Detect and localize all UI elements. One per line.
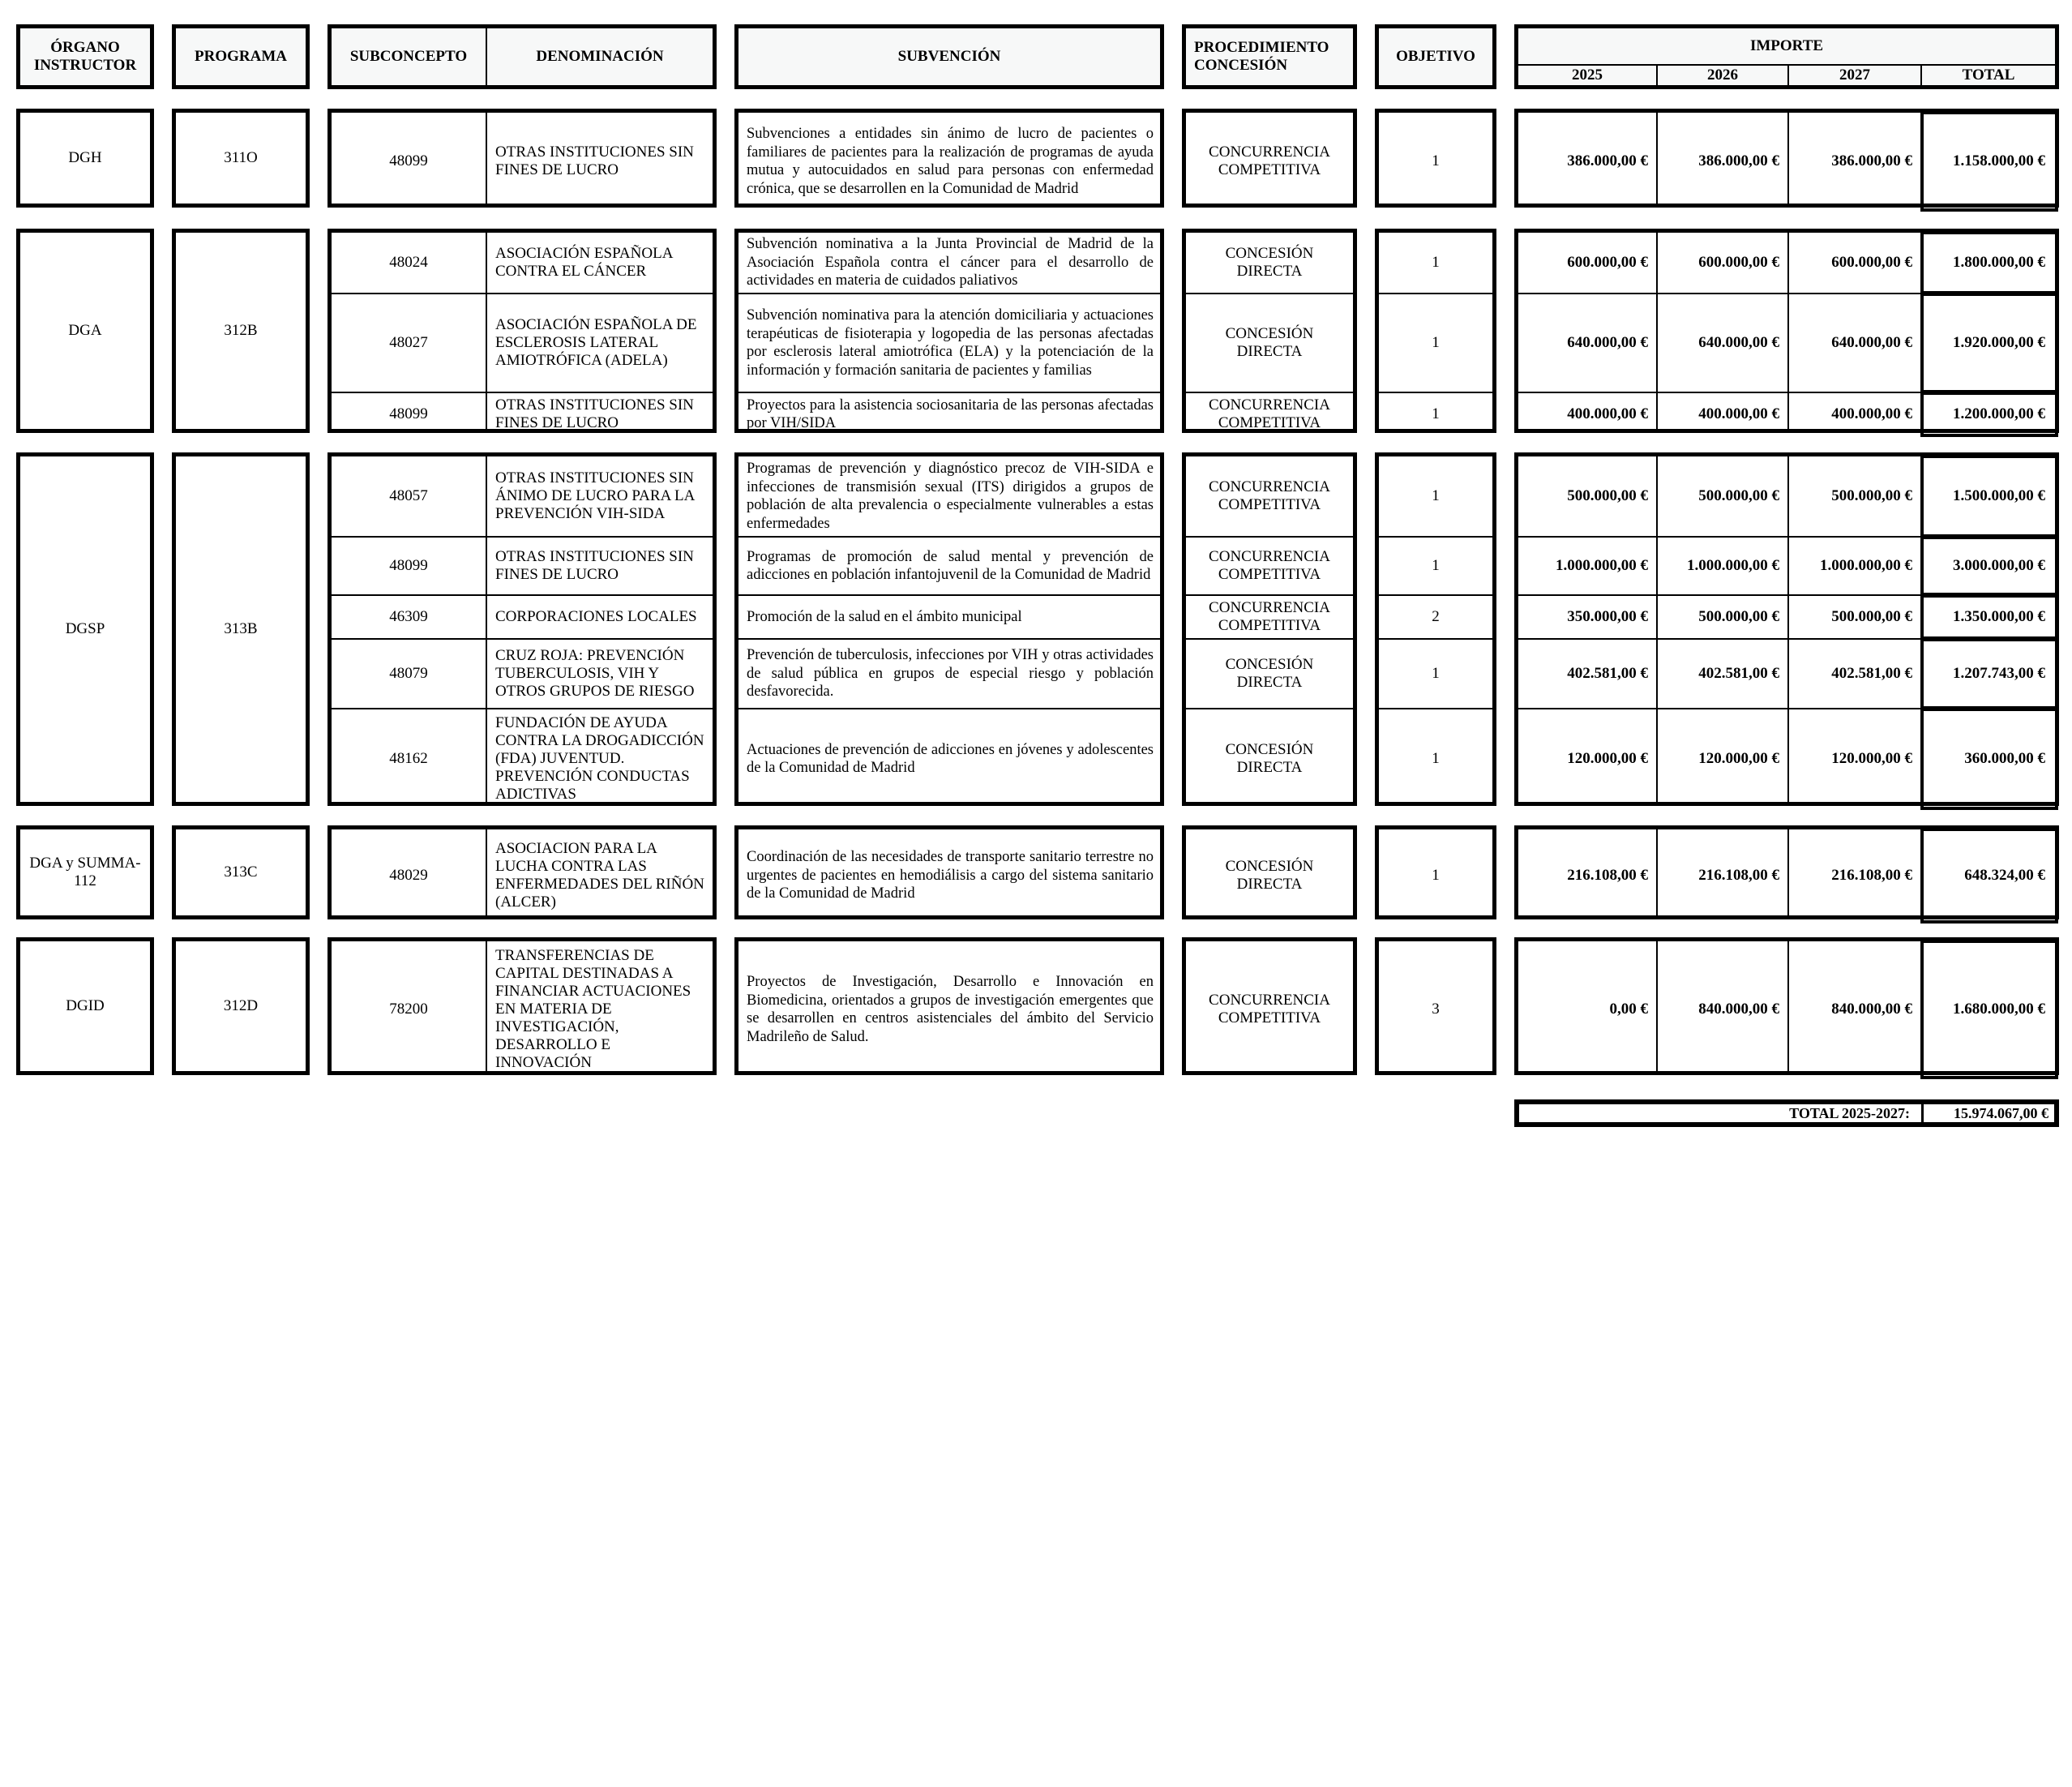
objetivo-cell bbox=[1375, 825, 1496, 919]
subvencion-row bbox=[738, 113, 1160, 210]
importe-2025: 402.581,00 € bbox=[1567, 665, 1648, 682]
subvencion-cell bbox=[734, 109, 1164, 208]
importe-2027: 216.108,00 € bbox=[1831, 867, 1912, 884]
procedimiento-text: CONCURRENCIA COMPETITIVA bbox=[1209, 599, 1330, 634]
importe-2025: 120.000,00 € bbox=[1567, 750, 1648, 767]
subvencion-row bbox=[738, 640, 1160, 708]
subvencion-text: Proyectos para la asistencia sociosanitaria de las personas afectadas por VIH/SIDA bbox=[747, 396, 1154, 431]
procedimiento-text: CONCESIÓN DIRECTA bbox=[1225, 245, 1314, 280]
importe-2027: 500.000,00 € bbox=[1831, 608, 1912, 625]
objetivo-text: 1 bbox=[1432, 152, 1440, 169]
objetivo-text: 1 bbox=[1432, 750, 1440, 767]
organo-instructor-text: DGID bbox=[66, 997, 105, 1014]
denominacion-text: ASOCIACION PARA LA LUCHA CONTRA LAS ENFERMEDADES DEL RIÑÓN (ALCER) bbox=[495, 840, 704, 911]
organo-instructor-text: DGH bbox=[68, 149, 102, 166]
denominacion-text: CRUZ ROJA: PREVENCIÓN TUBERCULOSIS, VIH Y OTROS GRUPOS DE RIESGO bbox=[495, 647, 695, 700]
objetivo-cell bbox=[1375, 452, 1496, 806]
importe-2027: 640.000,00 € bbox=[1831, 334, 1912, 351]
importe-2026: 120.000,00 € bbox=[1698, 750, 1779, 767]
importe-2027: 120.000,00 € bbox=[1831, 750, 1912, 767]
header-subconcepto-label: SUBCONCEPTO bbox=[349, 48, 468, 65]
subvencion-text: Subvención nominativa para la atención domiciliaria y actuaciones terapéuticas de fisioterapia y logopedia de las personas afectadas por esclerosis lateral amiotrófica (ELA) y la potenciación de la información y formación sanitaria de pacientes y familias bbox=[747, 307, 1154, 379]
header-procedimiento-label: PROCEDIMIENTO CONCESIÓN bbox=[1194, 39, 1329, 74]
header-procedimiento bbox=[1182, 24, 1357, 89]
header-importe bbox=[1514, 24, 2059, 89]
objetivo-text: 1 bbox=[1432, 254, 1440, 271]
procedimiento-row bbox=[1186, 640, 1353, 708]
importe-2027: 400.000,00 € bbox=[1831, 405, 1912, 422]
denominacion-text: OTRAS INSTITUCIONES SIN ÁNIMO DE LUCRO PARA LA PREVENCIÓN VIH-SIDA bbox=[495, 469, 695, 522]
subvencion-row bbox=[738, 596, 1160, 638]
organo-instructor-cell bbox=[16, 452, 154, 806]
procedimiento-text: CONCURRENCIA COMPETITIVA bbox=[1209, 144, 1330, 178]
importe-total: 1.500.000,00 € bbox=[1953, 487, 2045, 504]
header-year-2025 bbox=[1518, 66, 1656, 85]
header-denominacion-label: DENOMINACIÓN bbox=[536, 48, 664, 65]
subconcepto-text: 48024 bbox=[389, 254, 428, 271]
subconcepto-denominacion-cell bbox=[327, 825, 717, 919]
importe-2026: 640.000,00 € bbox=[1698, 334, 1779, 351]
importe-2025: 400.000,00 € bbox=[1567, 405, 1648, 422]
importe-cell bbox=[1514, 452, 2059, 806]
importe-total: 1.200.000,00 € bbox=[1953, 405, 2045, 422]
subconcepto-denominacion-cell bbox=[327, 229, 717, 433]
denominacion-text: CORPORACIONES LOCALES bbox=[495, 608, 697, 625]
header-objetivo bbox=[1375, 24, 1496, 89]
programa-text: 312B bbox=[224, 322, 258, 339]
subconcepto-text: 48099 bbox=[389, 557, 428, 574]
programa-text: 311O bbox=[224, 149, 258, 166]
importe-total: 1.350.000,00 € bbox=[1953, 608, 2045, 625]
procedimiento-row bbox=[1186, 829, 1353, 922]
importe-2026: 1.000.000,00 € bbox=[1687, 557, 1779, 574]
importe-total: 1.207.743,00 € bbox=[1953, 665, 2045, 682]
header-year-2027 bbox=[1789, 66, 1920, 85]
objetivo-cell bbox=[1375, 109, 1496, 208]
importe-2026: 600.000,00 € bbox=[1698, 254, 1779, 271]
procedimiento-text: CONCESIÓN DIRECTA bbox=[1225, 741, 1314, 776]
subvencion-cell bbox=[734, 452, 1164, 806]
programa-cell bbox=[172, 109, 310, 208]
importe-total: 1.800.000,00 € bbox=[1953, 254, 2045, 271]
procedimiento-text: CONCESIÓN DIRECTA bbox=[1225, 858, 1314, 893]
header-objetivo-label: OBJETIVO bbox=[1396, 48, 1475, 65]
importe-2026: 216.108,00 € bbox=[1698, 867, 1779, 884]
importe-cell bbox=[1514, 937, 2059, 1075]
subvencion-row bbox=[738, 709, 1160, 808]
subconcepto-denominacion-cell bbox=[327, 109, 717, 208]
denominacion-text: OTRAS INSTITUCIONES SIN FINES DE LUCRO bbox=[495, 548, 694, 583]
header-importe-label: IMPORTE bbox=[1749, 37, 1824, 54]
procedimiento-row bbox=[1186, 113, 1353, 210]
objetivo-text: 1 bbox=[1432, 334, 1440, 351]
subconcepto-text: 78200 bbox=[389, 1001, 428, 1018]
header-total bbox=[1922, 66, 2055, 85]
objetivo-text: 1 bbox=[1432, 487, 1440, 504]
programa-cell bbox=[172, 825, 310, 919]
subvencion-text: Subvención nominativa a la Junta Provincial de Madrid de la Asociación Española contra el cáncer para el desarrollo de actividades en materia de cuidados paliativos bbox=[747, 236, 1154, 289]
organo-instructor-text: DGA bbox=[68, 322, 102, 339]
grand-total-label bbox=[1519, 1104, 1916, 1122]
importe-2025: 640.000,00 € bbox=[1567, 334, 1648, 351]
denominacion-text: FUNDACIÓN DE AYUDA CONTRA LA DROGADICCIÓN (FDA) JUVENTUD. PREVENCIÓN CONDUCTAS ADICTIVAS bbox=[495, 714, 704, 803]
denominacion-text: ASOCIACIÓN ESPAÑOLA DE ESCLEROSIS LATERAL AMIOTRÓFICA (ADELA) bbox=[495, 316, 697, 369]
procedimiento-cell bbox=[1182, 109, 1357, 208]
header-denominacion bbox=[487, 28, 713, 85]
importe-2025: 350.000,00 € bbox=[1567, 608, 1648, 625]
subvencion-text: Promoción de la salud en el ámbito municipal bbox=[747, 608, 1022, 625]
importe-2026: 386.000,00 € bbox=[1698, 152, 1779, 169]
denominacion-text: OTRAS INSTITUCIONES SIN FINES DE LUCRO bbox=[495, 144, 694, 178]
header-programa bbox=[172, 24, 310, 89]
importe-cell bbox=[1514, 109, 2059, 208]
importe-2027: 1.000.000,00 € bbox=[1820, 557, 1912, 574]
organo-instructor-text: DGSP bbox=[65, 620, 105, 637]
subvencion-text: Prevención de tuberculosis, infecciones por VIH y otras actividades de salud pública en grupos de especial riesgo y población desfavorecida. bbox=[747, 647, 1154, 701]
procedimiento-row bbox=[1186, 456, 1353, 536]
subvencion-row bbox=[738, 829, 1160, 922]
importe-2026: 400.000,00 € bbox=[1698, 405, 1779, 422]
subvencion-text: Proyectos de Investigación, Desarrollo e Innovación en Biomedicina, orientados a grupos de investigación emergentes que se desarrollen en centros asistenciales del ámbito del Servicio Madrileño de Salud. bbox=[747, 974, 1154, 1045]
header-year-2025-label: 2025 bbox=[1572, 66, 1603, 84]
importe-cell bbox=[1514, 825, 2059, 919]
procedimiento-text: CONCESIÓN DIRECTA bbox=[1225, 325, 1314, 360]
subvencion-row bbox=[738, 941, 1160, 1078]
denominacion-text: OTRAS INSTITUCIONES SIN FINES DE LUCRO bbox=[495, 396, 694, 431]
procedimiento-row bbox=[1186, 233, 1353, 293]
header-organo-instructor bbox=[16, 24, 154, 89]
importe-total: 3.000.000,00 € bbox=[1953, 557, 2045, 574]
importe-2025: 600.000,00 € bbox=[1567, 254, 1648, 271]
grand-total-value bbox=[1924, 1104, 2055, 1122]
denominacion-text: TRANSFERENCIAS DE CAPITAL DESTINADAS A FINANCIAR ACTUACIONES EN MATERIA DE INVESTIGACIÓN, DESARROLLO E INNOVACIÓN bbox=[495, 947, 691, 1071]
subconcepto-denominacion-cell bbox=[327, 452, 717, 806]
subconcepto-text: 48029 bbox=[389, 867, 428, 884]
importe-2026: 402.581,00 € bbox=[1698, 665, 1779, 682]
subvencion-text: Actuaciones de prevención de adicciones en jóvenes y adolescentes de la Comunidad de Madrid bbox=[747, 741, 1154, 776]
procedimiento-row bbox=[1186, 393, 1353, 435]
programa-cell bbox=[172, 937, 310, 1075]
subvencion-text: Programas de promoción de salud mental y prevención de adicciones en población infantojuvenil de la Comunidad de Madrid bbox=[747, 548, 1154, 583]
subvencion-cell bbox=[734, 825, 1164, 919]
subvencion-row bbox=[738, 456, 1160, 536]
grand-total-value-text: 15.974.067,00 € bbox=[1954, 1105, 2048, 1121]
organo-instructor-cell bbox=[16, 937, 154, 1075]
procedimiento-row bbox=[1186, 538, 1353, 594]
procedimiento-text: CONCURRENCIA COMPETITIVA bbox=[1209, 478, 1330, 513]
importe-2025: 1.000.000,00 € bbox=[1556, 557, 1648, 574]
subvencion-text: Programas de prevención y diagnóstico precoz de VIH-SIDA e infecciones de transmisión sexual (ITS) dirigidos a grupos de población de alta prevalencia o especialmente vulnerables a estas enfermedades bbox=[747, 461, 1154, 532]
importe-2026: 500.000,00 € bbox=[1698, 487, 1779, 504]
importe-2026: 840.000,00 € bbox=[1698, 1001, 1779, 1018]
importe-2025: 500.000,00 € bbox=[1567, 487, 1648, 504]
importe-total: 1.158.000,00 € bbox=[1953, 152, 2045, 169]
subconcepto-text: 48162 bbox=[389, 750, 428, 767]
importe-2027: 386.000,00 € bbox=[1831, 152, 1912, 169]
importe-total: 360.000,00 € bbox=[1964, 750, 2045, 767]
organo-instructor-cell bbox=[16, 109, 154, 208]
procedimiento-row bbox=[1186, 596, 1353, 638]
header-year-2027-label: 2027 bbox=[1839, 66, 1870, 84]
procedimiento-row bbox=[1186, 709, 1353, 808]
programa-cell bbox=[172, 452, 310, 806]
importe-2025: 0,00 € bbox=[1609, 1001, 1648, 1018]
objetivo-text: 1 bbox=[1432, 405, 1440, 422]
subvencion-text: Subvenciones a entidades sin ánimo de lucro de pacientes o familiares de pacientes para la realización de programas de ayuda mutua y autocuidados en salud para personas con enfermedad crónica, que se desarrollen en la Comunidad de Madrid bbox=[747, 126, 1154, 197]
organo-instructor-cell bbox=[16, 229, 154, 433]
importe-total: 1.920.000,00 € bbox=[1953, 334, 2045, 351]
subvencion-row bbox=[738, 294, 1160, 392]
objetivo-cell bbox=[1375, 229, 1496, 433]
importe-total: 1.680.000,00 € bbox=[1953, 1001, 2045, 1018]
importe-2027: 402.581,00 € bbox=[1831, 665, 1912, 682]
header-importe-title bbox=[1518, 28, 2055, 64]
header-year-2026 bbox=[1658, 66, 1787, 85]
denominacion-text: ASOCIACIÓN ESPAÑOLA CONTRA EL CÁNCER bbox=[495, 245, 673, 280]
procedimiento-cell bbox=[1182, 229, 1357, 433]
objetivo-text: 3 bbox=[1432, 1001, 1440, 1018]
header-total-label: TOTAL bbox=[1962, 66, 2015, 84]
importe-2027: 600.000,00 € bbox=[1831, 254, 1912, 271]
subvencion-cell bbox=[734, 229, 1164, 433]
programa-text: 313C bbox=[224, 864, 258, 881]
subconcepto-text: 48027 bbox=[389, 334, 428, 351]
subvencion-row bbox=[738, 233, 1160, 293]
header-programa-label: PROGRAMA bbox=[195, 48, 287, 65]
objetivo-text: 2 bbox=[1432, 608, 1440, 625]
header-subvencion-label: SUBVENCIÓN bbox=[897, 48, 1001, 65]
header-subconcepto-denominacion bbox=[327, 24, 717, 89]
procedimiento-text: CONCURRENCIA COMPETITIVA bbox=[1209, 396, 1330, 431]
procedimiento-text: CONCURRENCIA COMPETITIVA bbox=[1209, 548, 1330, 583]
importe-2025: 386.000,00 € bbox=[1567, 152, 1648, 169]
procedimiento-cell bbox=[1182, 937, 1357, 1075]
subconcepto-denominacion-cell bbox=[327, 937, 717, 1075]
organo-instructor-text: DGA y SUMMA-112 bbox=[29, 855, 141, 889]
programa-cell bbox=[172, 229, 310, 433]
procedimiento-row bbox=[1186, 294, 1353, 392]
importe-2027: 840.000,00 € bbox=[1831, 1001, 1912, 1018]
subvencion-text: Coordinación de las necesidades de transporte sanitario terrestre no urgentes de pacientes en hemodiálisis a cargo del sistema sanitario de la Comunidad de Madrid bbox=[747, 849, 1154, 902]
header-subvencion bbox=[734, 24, 1164, 89]
procedimiento-text: CONCESIÓN DIRECTA bbox=[1225, 656, 1314, 691]
subconcepto-text: 48099 bbox=[389, 152, 428, 169]
subvencion-row bbox=[738, 393, 1160, 435]
importe-2027: 500.000,00 € bbox=[1831, 487, 1912, 504]
importe-total: 648.324,00 € bbox=[1964, 867, 2045, 884]
objetivo-text: 1 bbox=[1432, 867, 1440, 884]
header-organo-label: ÓRGANO INSTRUCTOR bbox=[33, 39, 137, 74]
subconcepto-text: 48099 bbox=[389, 405, 428, 422]
subvencion-row bbox=[738, 538, 1160, 594]
importe-2025: 216.108,00 € bbox=[1567, 867, 1648, 884]
grand-total-label-text: TOTAL 2025-2027: bbox=[1789, 1105, 1910, 1121]
subvencion-cell bbox=[734, 937, 1164, 1075]
grand-total-row bbox=[1514, 1099, 2059, 1127]
objetivo-text: 1 bbox=[1432, 557, 1440, 574]
header-subconcepto bbox=[332, 28, 486, 85]
organo-instructor-cell bbox=[16, 825, 154, 919]
subconcepto-text: 46309 bbox=[389, 608, 428, 625]
importe-2026: 500.000,00 € bbox=[1698, 608, 1779, 625]
procedimiento-row bbox=[1186, 941, 1353, 1078]
procedimiento-cell bbox=[1182, 452, 1357, 806]
procedimiento-text: CONCURRENCIA COMPETITIVA bbox=[1209, 992, 1330, 1026]
programa-text: 312D bbox=[223, 997, 259, 1014]
programa-text: 313B bbox=[224, 620, 258, 637]
procedimiento-cell bbox=[1182, 825, 1357, 919]
objetivo-text: 1 bbox=[1432, 665, 1440, 682]
subconcepto-text: 48079 bbox=[389, 665, 428, 682]
importe-cell bbox=[1514, 229, 2059, 433]
subconcepto-text: 48057 bbox=[389, 487, 428, 504]
objetivo-cell bbox=[1375, 937, 1496, 1075]
header-year-2026-label: 2026 bbox=[1707, 66, 1738, 84]
